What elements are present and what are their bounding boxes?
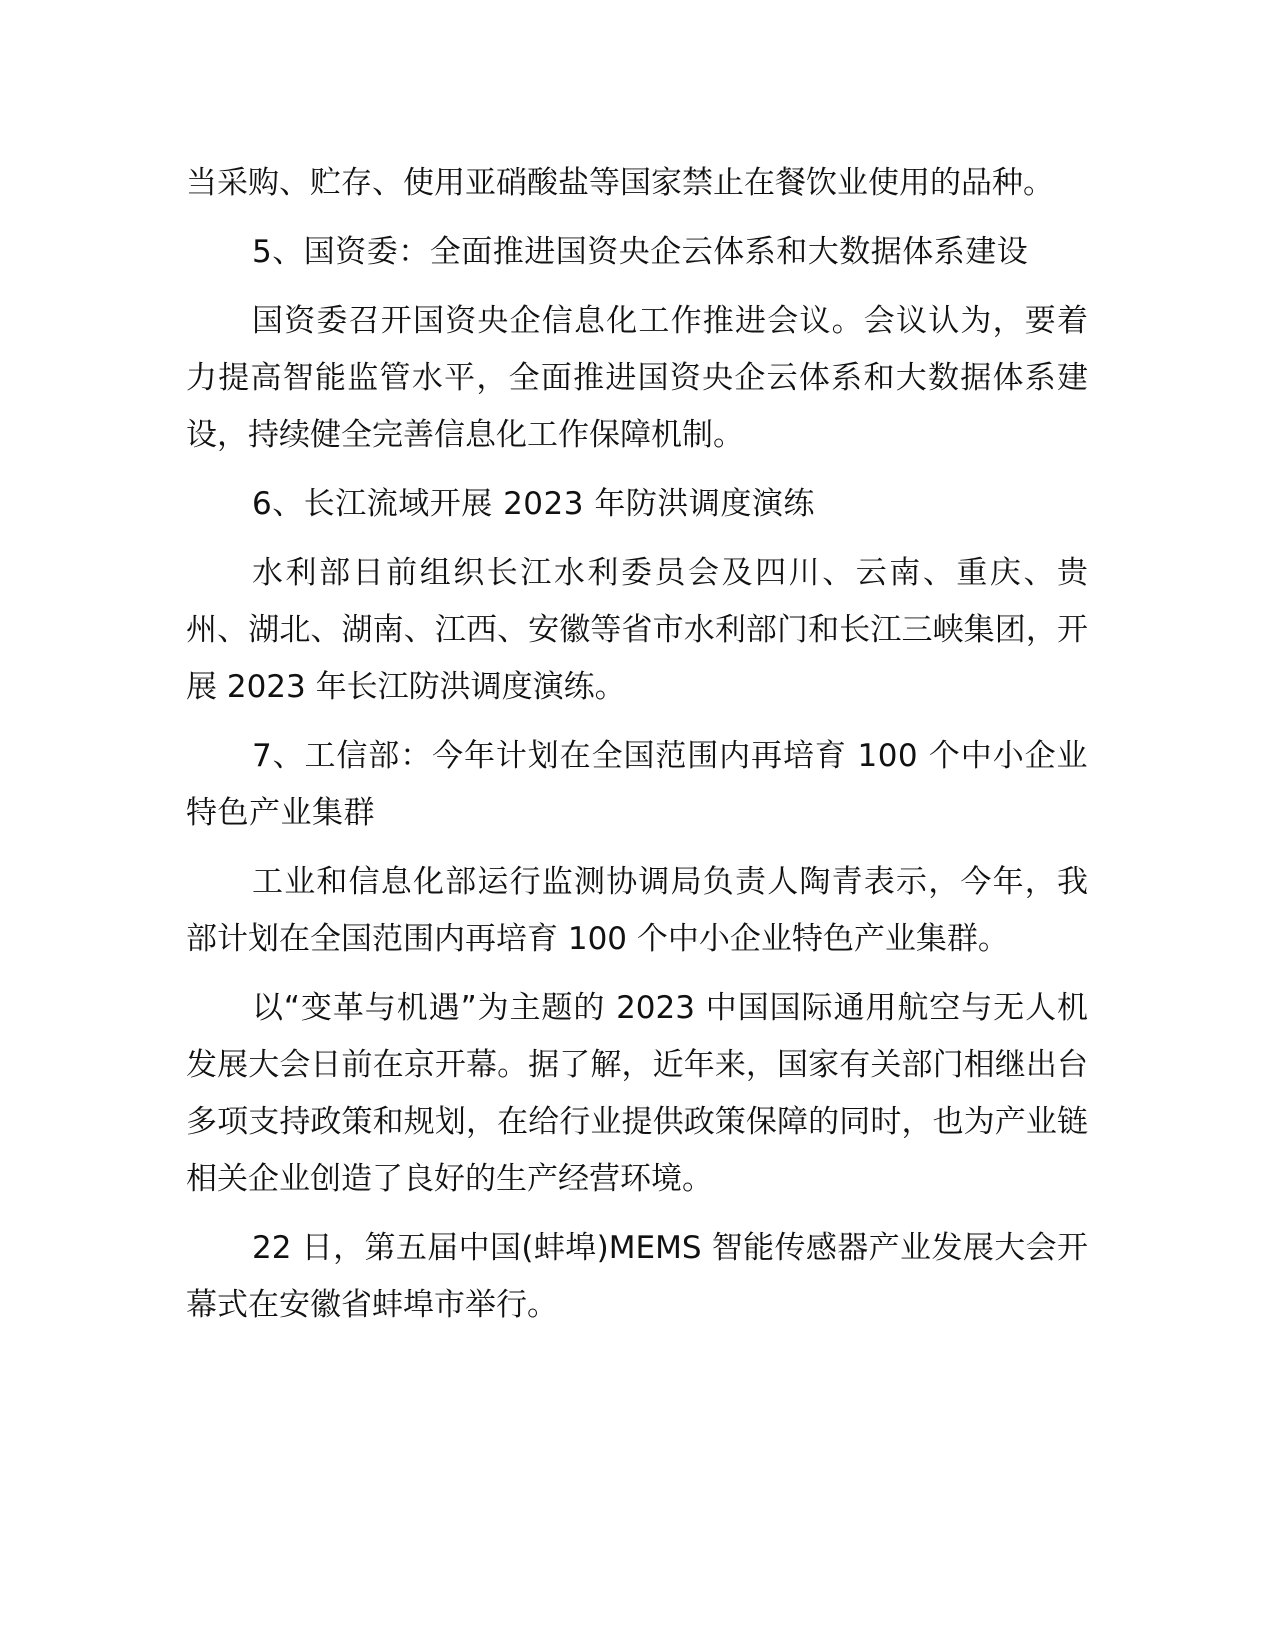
paragraph-continuation: 当采购、贮存、使用亚硝酸盐等国家禁止在餐饮业使用的品种。 bbox=[186, 165, 1054, 201]
document-body bbox=[186, 155, 1088, 1346]
paragraph-aviation-conference: 以“变革与机遇”为主题的 2023 中国国际通用航空与无人机发展大会日前在京开幕。据了解，近年来，国家有关部门相继出台多项支持政策和规划，在给行业提供政策保障的同时，也为产业链相关企业创造了良好的生产经营环境。 bbox=[186, 990, 1088, 1197]
paragraph-flood-drill: 水利部日前组织长江水利委员会及四川、云南、重庆、贵州、湖北、湖南、江西、安徽等省市水利部门和长江三峡集团，开展 2023 年长江防洪调度演练。 bbox=[186, 555, 1088, 705]
paragraph-mems-conference: 22 日，第五届中国(蚌埠)MEMS 智能传感器产业发展大会开幕式在安徽省蚌埠市举行。 bbox=[186, 1230, 1088, 1323]
section-heading-6: 6、长江流域开展 2023 年防洪调度演练 bbox=[252, 486, 815, 522]
section-heading-5: 5、国资委：全面推进国资央企云体系和大数据体系建设 bbox=[252, 234, 1029, 270]
section-heading-7: 7、工信部：今年计划在全国范围内再培育 100 个中小企业特色产业集群 bbox=[186, 738, 1088, 831]
paragraph-miit: 工业和信息化部运行监测协调局负责人陶青表示，今年，我部计划在全国范围内再培育 100 个中小企业特色产业集群。 bbox=[186, 864, 1088, 957]
paragraph-sasac: 国资委召开国资央企信息化工作推进会议。会议认为，要着力提高智能监管水平，全面推进国资央企云体系和大数据体系建设，持续健全完善信息化工作保障机制。 bbox=[186, 303, 1088, 453]
